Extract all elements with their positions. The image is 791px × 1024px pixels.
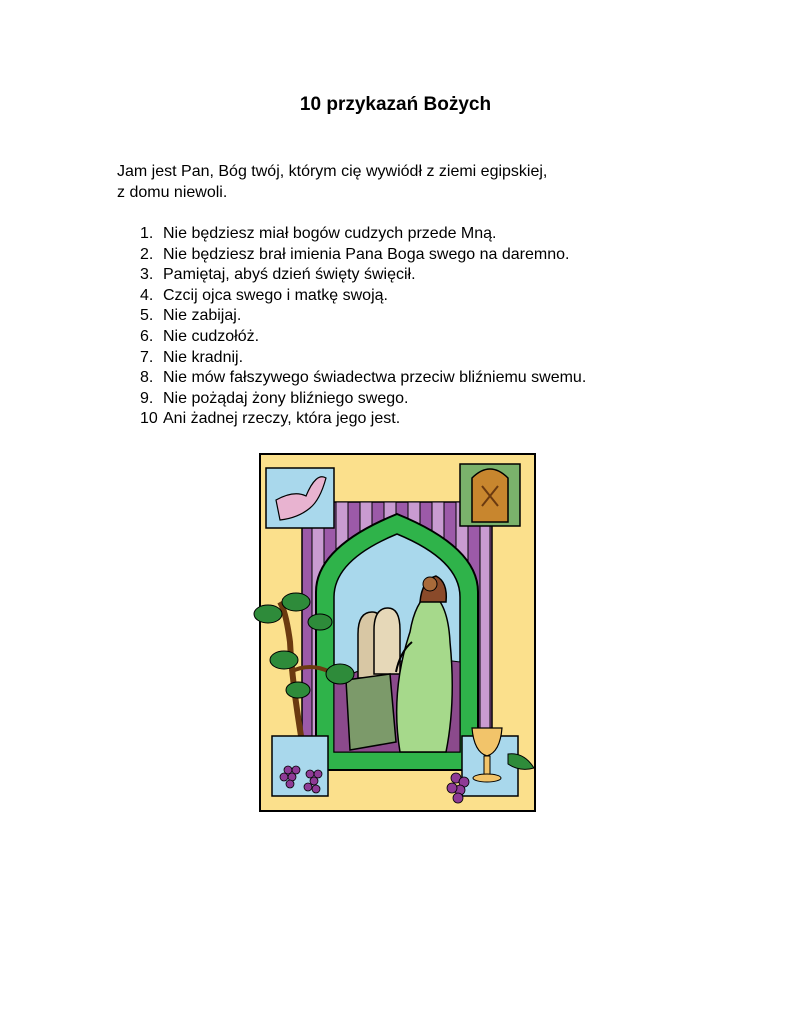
list-item [140, 224, 586, 245]
list-item [140, 348, 586, 369]
item-number: 1. [140, 225, 154, 242]
list-item [140, 389, 586, 410]
item-number: 9. [140, 389, 154, 407]
item-number: 4. [140, 286, 154, 304]
item-text: Pamiętaj, abyś dzień święty święcił. [163, 266, 416, 284]
list-item [140, 327, 586, 348]
list-item [140, 245, 586, 266]
item-text: Nie mów fałszywego świadectwa przeciw bliźniemu swemu. [163, 369, 587, 387]
item-number: 6. [140, 327, 154, 345]
intro-line-1: Jam jest Pan, Bóg twój, którym cię wywiódł z ziemi egipskiej, [117, 163, 548, 180]
intro-paragraph [117, 161, 677, 203]
page-title: 10 przykazań Bożych [299, 94, 492, 115]
moses-tablets-illustration [250, 452, 540, 814]
item-text: Nie pożądaj żony bliźniego swego. [163, 389, 409, 407]
list-item [140, 286, 586, 307]
commandments-list [140, 224, 586, 430]
door-panel [460, 464, 520, 526]
item-text: Ani żadnej rzeczy, która jego jest. [163, 410, 401, 428]
item-text: Nie kradnij. [163, 348, 244, 366]
item-number: 5. [140, 307, 154, 325]
list-item [140, 306, 586, 327]
list-item [140, 409, 586, 430]
item-text: Nie zabijaj. [163, 307, 242, 325]
item-number: 2. [140, 245, 154, 263]
stone-tablets [358, 608, 400, 678]
item-number: 7. [140, 348, 154, 366]
item-number: 3. [140, 266, 154, 284]
item-text: Czcij ojca swego i matkę swoją. [163, 286, 388, 304]
item-text: Nie będziesz brał imienia Pana Boga swego na daremno. [163, 245, 570, 263]
grapes-panel [272, 736, 328, 796]
intro-line-2: z domu niewoli. [117, 184, 228, 201]
dove-panel [266, 468, 334, 528]
list-item [140, 265, 586, 286]
item-number: 10 [140, 410, 158, 428]
item-text: Nie cudzołóż. [163, 327, 260, 345]
item-number: 8. [140, 369, 154, 387]
lectern [346, 674, 396, 750]
item-text: Nie będziesz miał bogów cudzych przede Mną. [163, 225, 497, 242]
list-item [140, 368, 586, 389]
